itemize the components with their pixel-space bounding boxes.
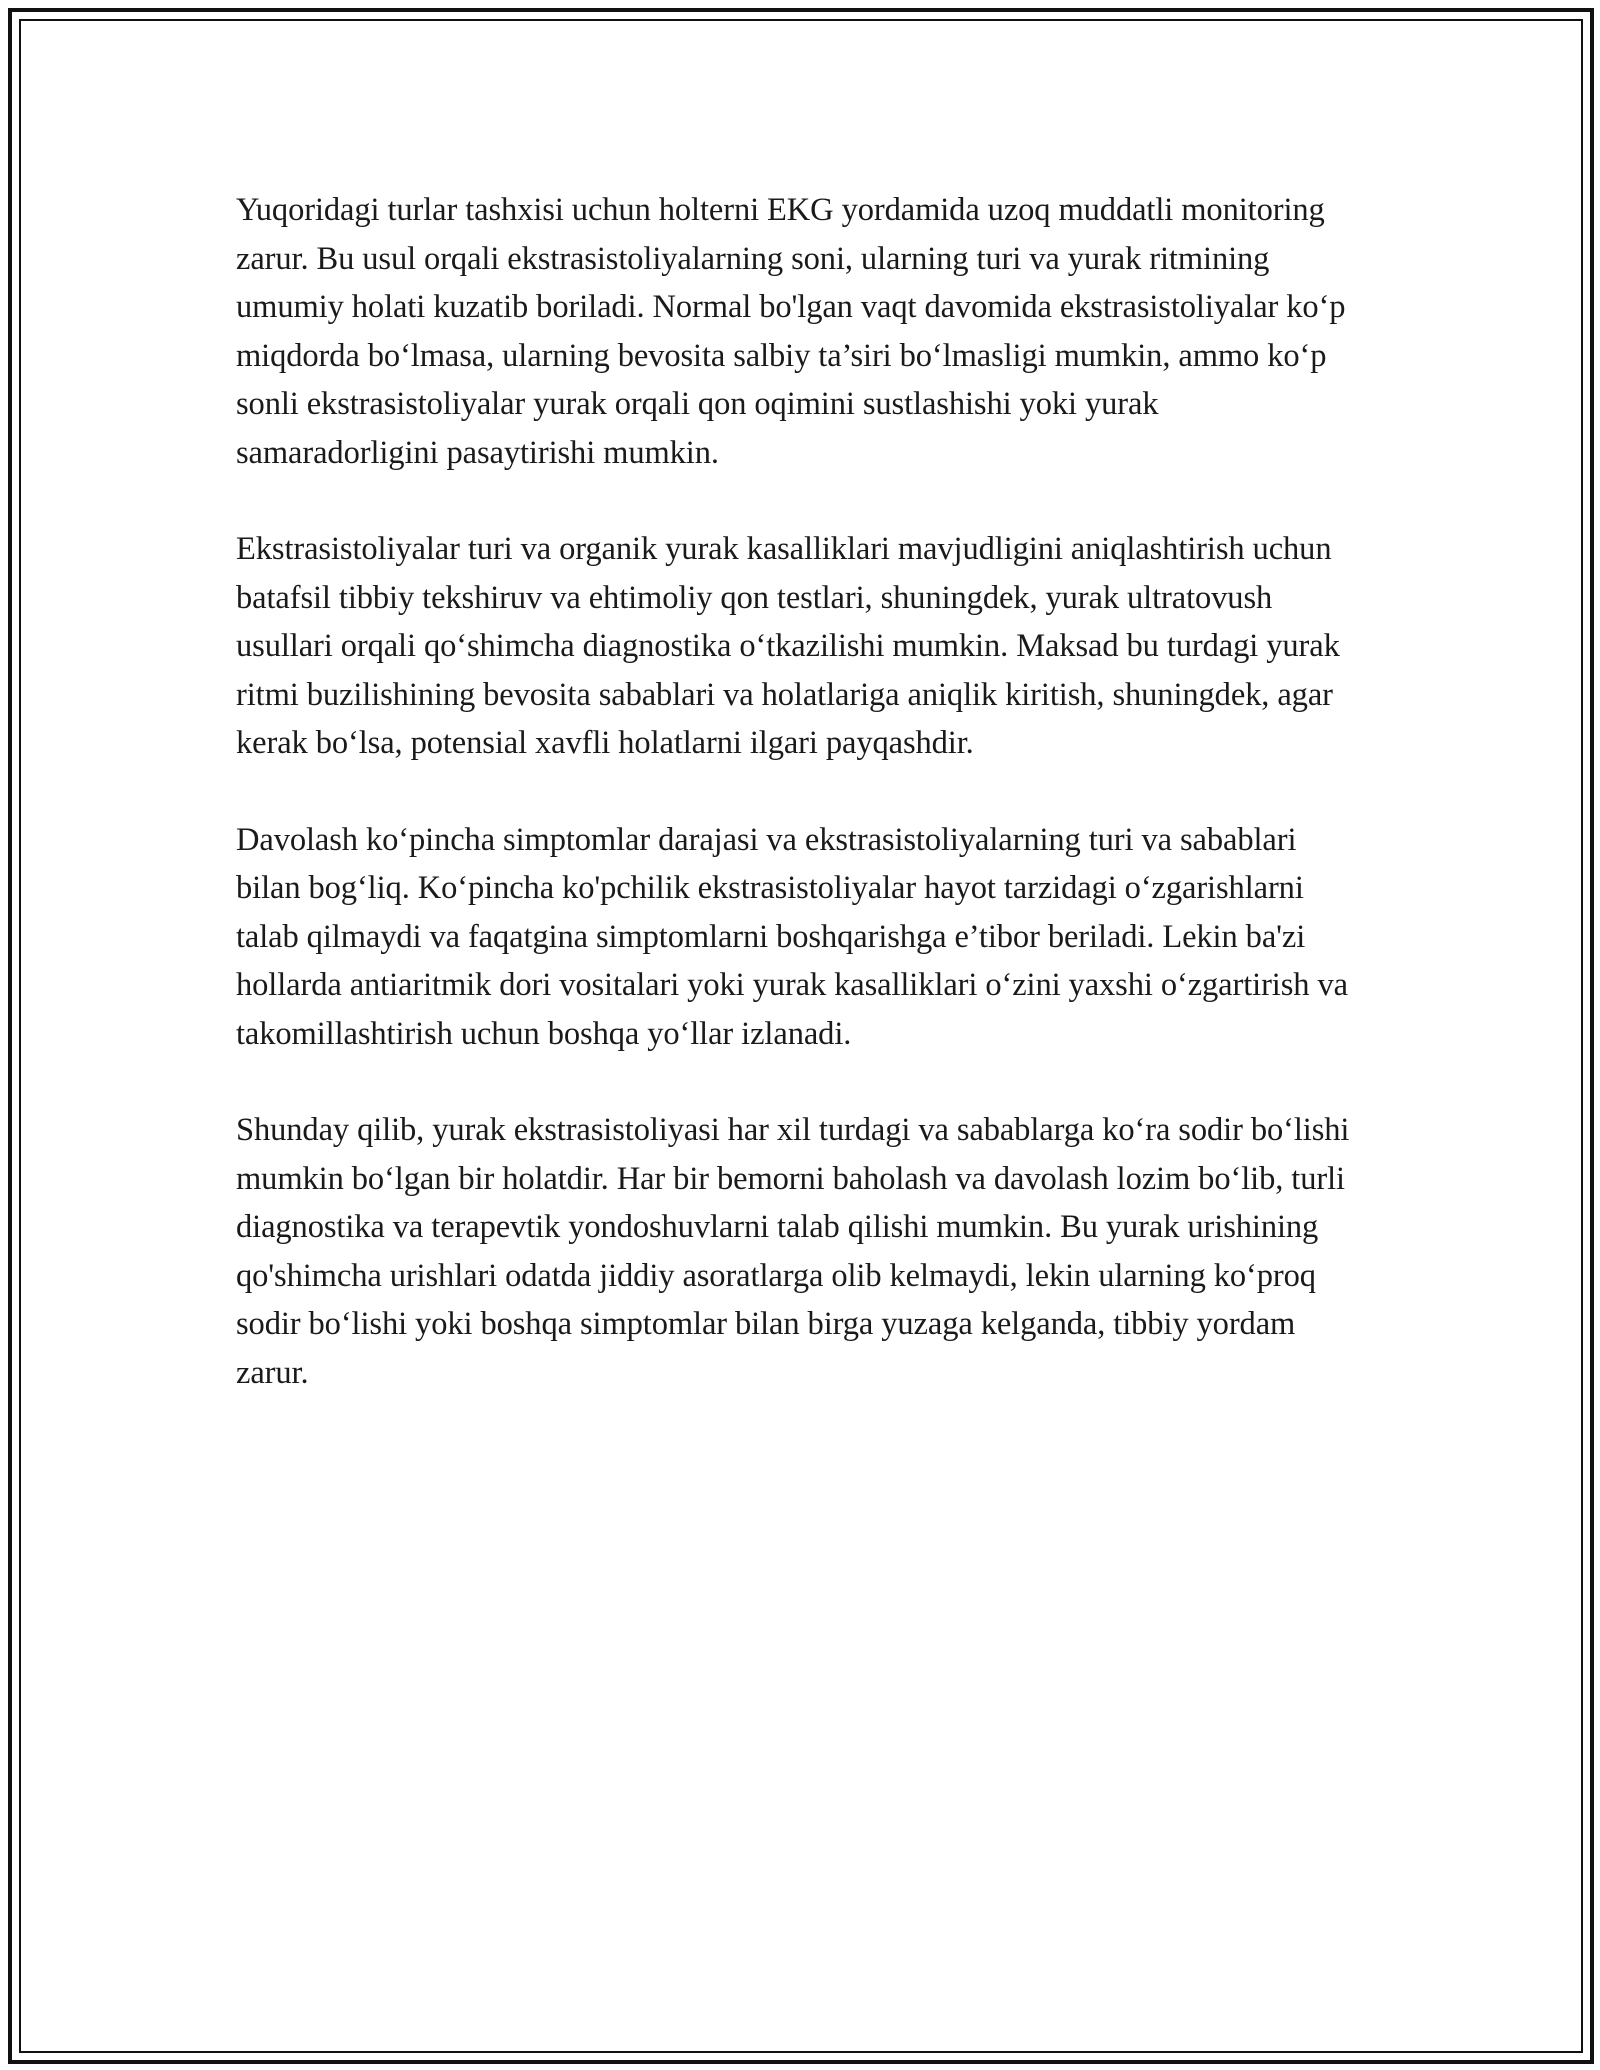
document-body <box>236 186 1366 1445</box>
paragraph-diagnostics: Ekstrasistoliyalar turi va organik yurak kasalliklari mavjudligini aniqlashtirish uchun batafsil tibbiy tekshiruv va ehtimoliy qon testlari, shuningdek, yurak ultratovush usullari orqali qo‘shimcha diagnostika o‘tkazilishi mumkin. Maksad bu turdagi yurak ritmi buzilishining bevosita sabablari va holatlariga aniqlik kiritish, shuningdek, agar kerak bo‘lsa, potensial xavfli holatlarni ilgari payqashdir. <box>236 531 1340 761</box>
paragraph-treatment: Davolash ko‘pincha simptomlar darajasi va ekstrasistoliyalarning turi va sabablari bilan bog‘liq. Ko‘pincha ko'pchilik ekstrasistoliyalar hayot tarzidagi o‘zgarishlarni talab qilmaydi va faqatgina simptomlarni boshqarishga e’tibor beriladi. Lekin ba'zi hollarda antiaritmik dori vositalari yoki yurak kasalliklari o‘zini yaxshi o‘zgartirish va takomillashtirish uchun boshqa yo‘llar izlanadi. <box>236 821 1348 1052</box>
paragraph-holter-monitoring: Yuqoridagi turlar tashxisi uchun holterni EKG yordamida uzoq muddatli monitoring zarur. Bu usul orqali ekstrasistoliyalarning soni, ularning turi va yurak ritmining umumiy holati kuzatib boriladi. Normal bo'lgan vaqt davomida ekstrasistoliyalar ko‘p miqdorda bo‘lmasa, ularning bevosita salbiy ta’siri bo‘lmasligi mumkin, ammo ko‘p sonli ekstrasistoliyalar yurak orqali qon oqimini sustlashishi yoki yurak samaradorligini pasaytirishi mumkin. <box>236 192 1346 471</box>
paragraph-conclusion: Shunday qilib, yurak ekstrasistoliyasi har xil turdagi va sabablarga ko‘ra sodir bo‘lishi mumkin bo‘lgan bir holatdir. Har bir bemorni baholash va davolash lozim bo‘lib, turli diagnostika va terapevtik yondoshuvlarni talab qilishi mumkin. Bu yurak urishining qo'shimcha urishlari odatda jiddiy asoratlarga olib kelmaydi, lekin ularning ko‘proq sodir bo‘lishi yoki boshqa simptomlar bilan birga yuzaga kelganda, tibbiy yordam zarur. <box>236 1112 1350 1391</box>
